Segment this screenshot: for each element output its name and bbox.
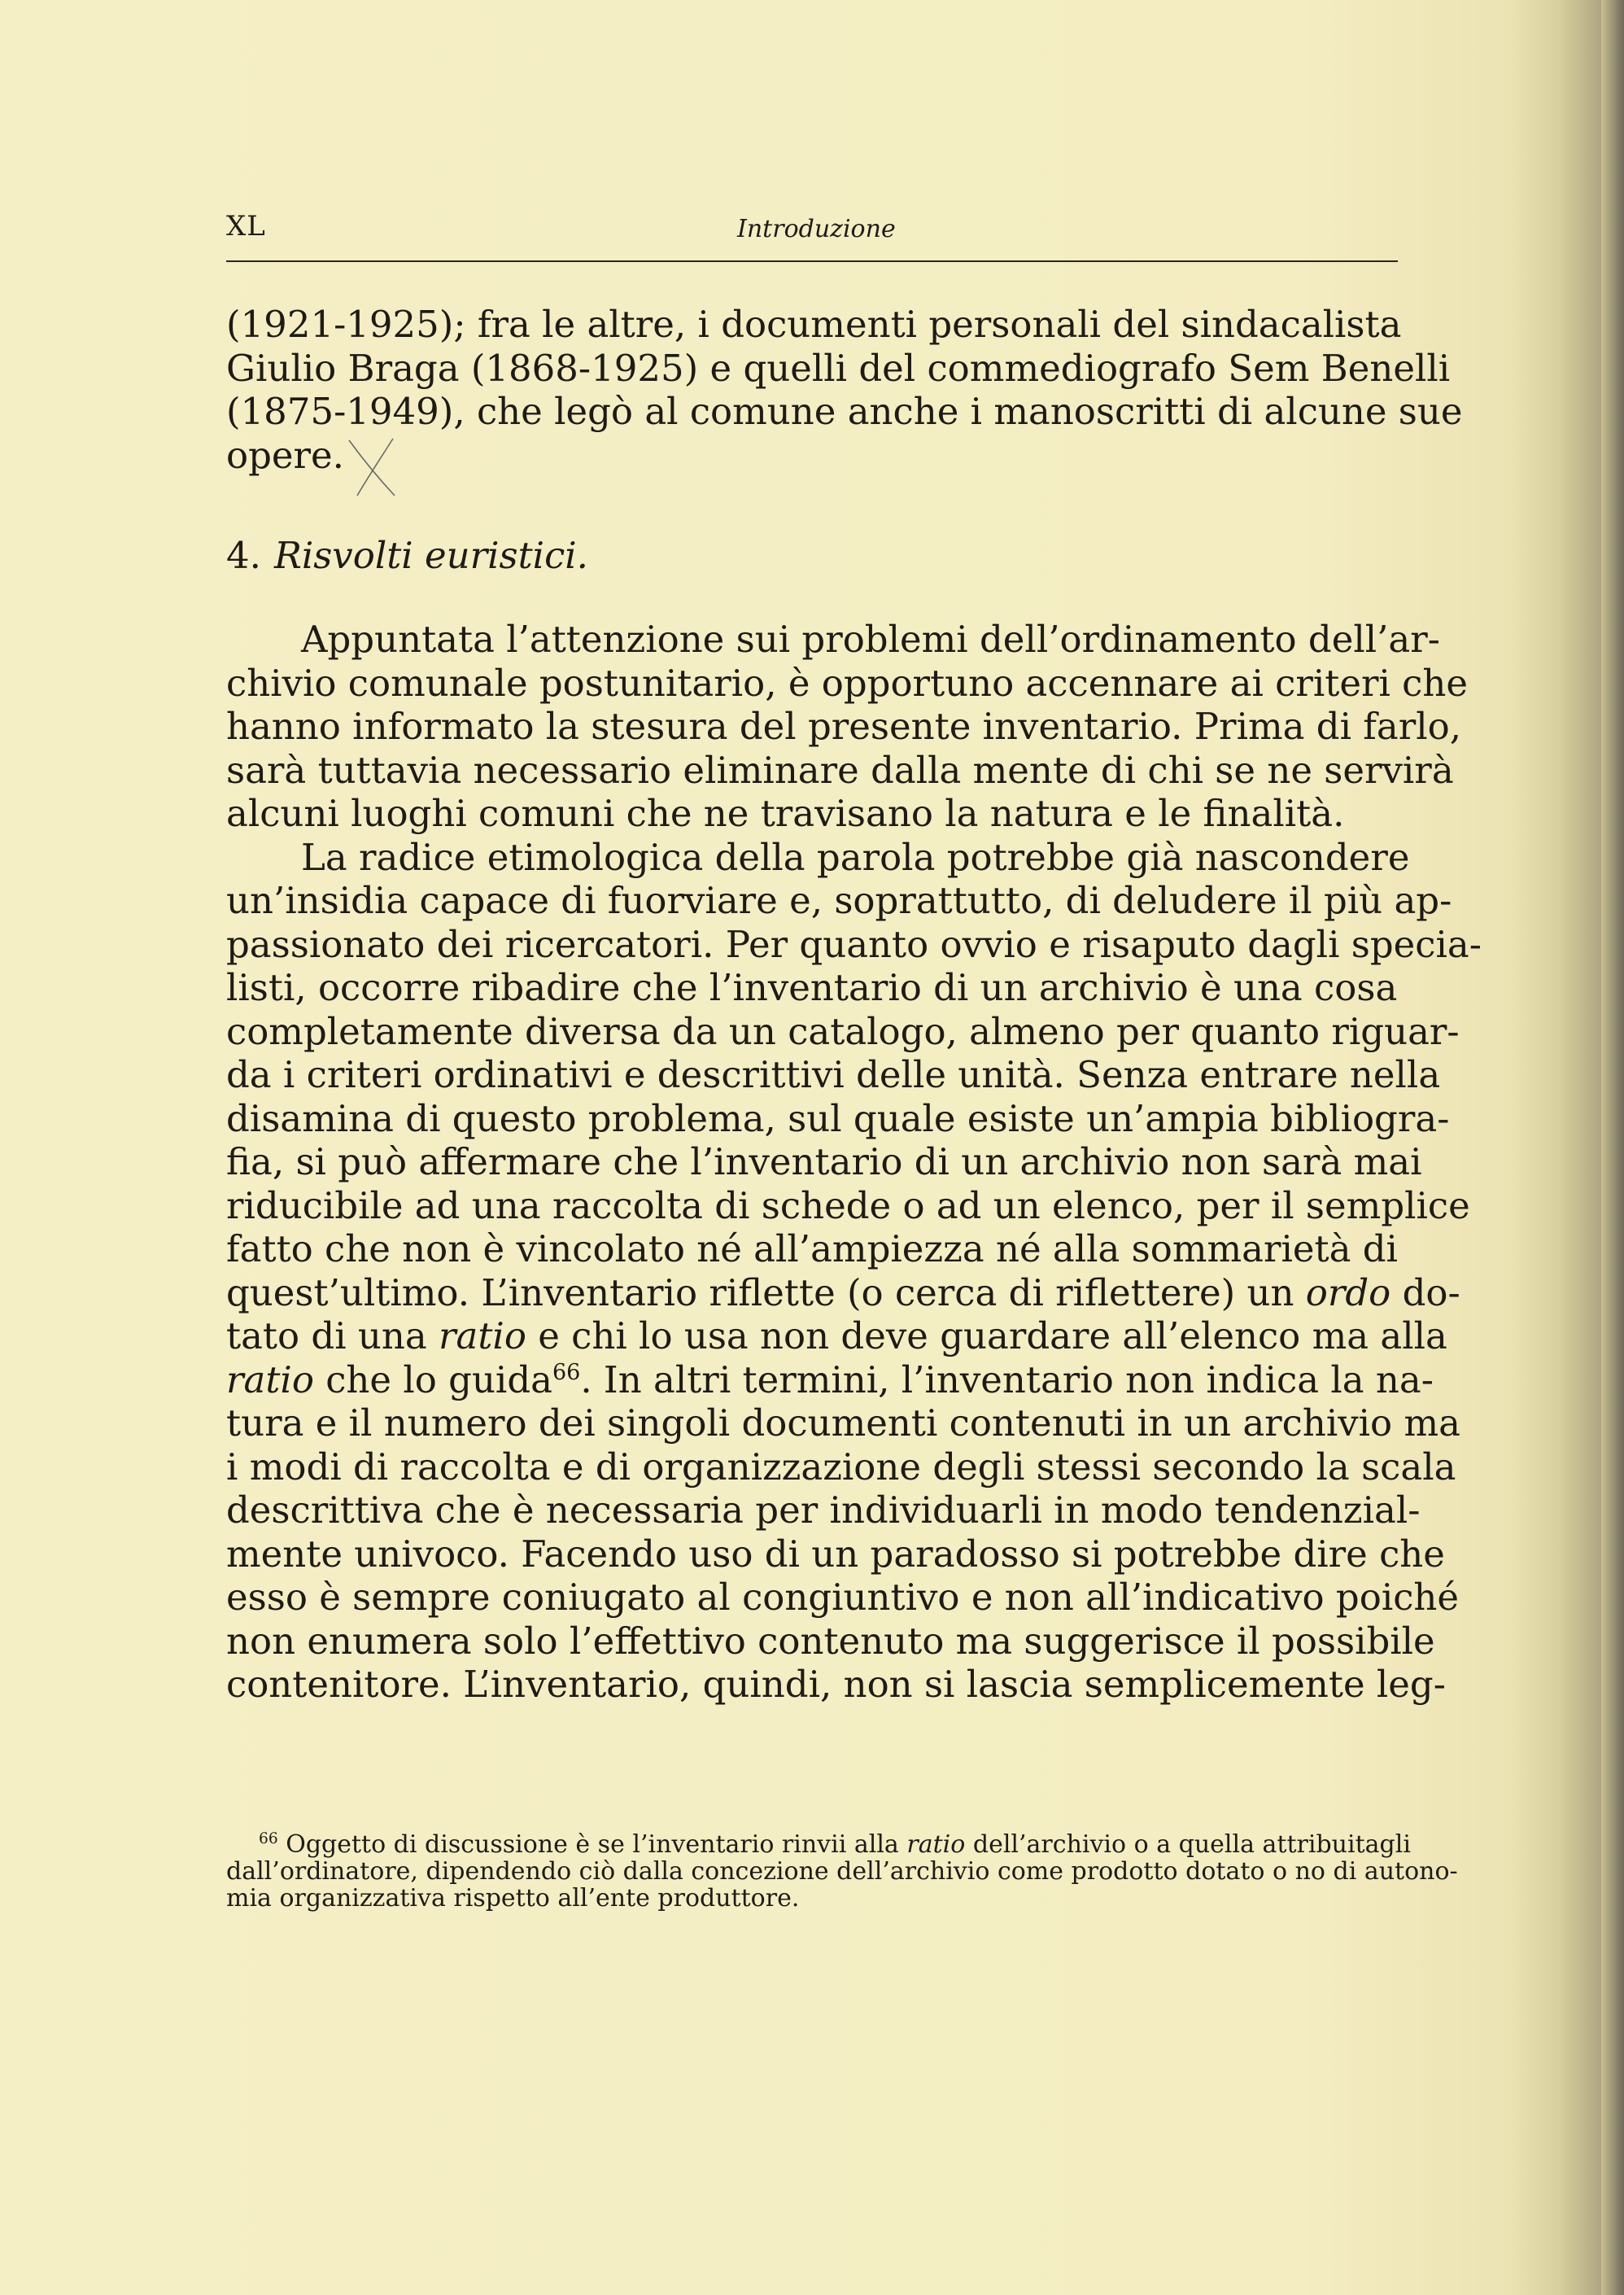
text-line: fia, si può affermare che l’inventario di un archivio non sarà mai (226, 1140, 1422, 1183)
text-line: descrittiva che è necessaria per individuarli in modo tendenzial- (226, 1488, 1421, 1532)
footnote (226, 1830, 1458, 1912)
text-line: da i criteri ordinativi e descrittivi delle unità. Senza entrare nella (226, 1053, 1441, 1096)
page-gutter-edge (1601, 0, 1624, 2295)
paragraph-1 (226, 618, 1468, 836)
text-fragment: dell’archivio o a quella attribuitagli (972, 1830, 1411, 1859)
text-line (226, 434, 1395, 478)
text-line (226, 1270, 1460, 1315)
text-line: alcuni luoghi comuni che ne travisano la natura e le finalità. (226, 792, 1345, 835)
text-fragment: quest’ultimo. L’inventario riflette (o cerca di riflettere) un (226, 1270, 1294, 1314)
text-line: esso è sempre coniugato al congiuntivo e non all’indicativo poiché (226, 1576, 1460, 1619)
text-line (226, 1314, 1447, 1358)
text-line: (1875-1949), che legò al comune anche i manoscritti di alcune sue (226, 390, 1463, 433)
text-line: fatto che non è vincolato né all’ampiezza né alla sommarietà di (226, 1227, 1398, 1270)
text-line: un’insidia capace di fuorviare e, soprattutto, di deludere il più ap- (226, 879, 1452, 922)
running-title: Introduzione (737, 215, 896, 243)
text-fragment: che lo guida (325, 1357, 552, 1401)
page-number: XL (226, 210, 266, 243)
text-line: Appuntata l’attenzione sui problemi dell’ordinamento dell’ar- (301, 618, 1440, 661)
text-line: sarà tuttavia necessario eliminare dalla mente di chi se ne servirà (226, 748, 1454, 792)
text-line: i modi di raccolta e di organizzazione degli stessi secondo la scala (226, 1445, 1456, 1488)
text-line: listi, occorre ribadire che l’inventario di un archivio è una cosa (226, 966, 1398, 1009)
main-text (226, 303, 1482, 1707)
text-line: hanno informato la stesura del presente inventario. Prima di farlo, (226, 705, 1462, 748)
text-fragment: do- (1402, 1270, 1460, 1314)
text-line: (1921-1925); fra le altre, i documenti personali del sindacalista (226, 303, 1402, 346)
section-title: Risvolti euristici. (273, 534, 588, 577)
footnote-line: mia organizzativa rispetto all’ente produttore. (226, 1884, 800, 1912)
text-line: Giulio Braga (1868-1925) e quelli del commediografo Sem Benelli (226, 346, 1451, 390)
latin-term-ratio: ratio (906, 1830, 966, 1859)
text-line: riducibile ad una raccolta di schede o ad un elenco, per il semplice (226, 1183, 1470, 1227)
text-fragment: Oggetto di discussione è se l’inventario rinvii alla (286, 1830, 899, 1859)
opening-paragraph (226, 303, 1463, 477)
text-line: completamente diversa da un catalogo, almeno per quanto riguar- (226, 1009, 1460, 1053)
text-line: tura e il numero dei singoli documenti contenuti in un archivio ma (226, 1401, 1460, 1445)
running-head (226, 203, 1398, 262)
footnote-reference[interactable]: 66 (552, 1359, 581, 1385)
paragraph-2 (226, 835, 1482, 1707)
footnote-line: dall’ordinatore, dipendendo ciò dalla concezione dell’archivio come prodotto dotato o no di autono- (226, 1857, 1458, 1886)
text-fragment: e chi lo usa non deve guardare all’elenco ma alla (538, 1314, 1447, 1357)
text-line: non enumera solo l’effettivo contenuto ma suggerisce il possibile (226, 1619, 1435, 1663)
handwritten-x-mark-icon (344, 442, 393, 474)
latin-term-ratio: ratio (226, 1357, 314, 1401)
footnote-number: 66 (259, 1830, 278, 1847)
section-heading (226, 534, 1395, 577)
section-number: 4. (226, 534, 261, 577)
latin-term-ordo: ordo (1305, 1270, 1391, 1314)
latin-term-ratio: ratio (439, 1314, 526, 1357)
footnote-line (226, 1830, 1411, 1859)
text-line: contenitore. L’inventario, quindi, non si lascia semplicemente leg- (226, 1663, 1446, 1706)
text-line: disamina di questo problema, sul quale esiste un’ampia bibliogra- (226, 1096, 1450, 1140)
text-fragment: tato di una (226, 1314, 427, 1357)
text-fragment: opere. (226, 433, 344, 477)
text-line: passionato dei ricercatori. Per quanto ovvio e risaputo dagli specia- (226, 922, 1482, 966)
text-line: mente univoco. Facendo uso di un paradosso si potrebbe dire che (226, 1532, 1445, 1576)
text-fragment: . In altri termini, l’inventario non indica la na- (580, 1357, 1434, 1401)
text-line: La radice etimologica della parola potrebbe già nascondere (301, 835, 1410, 879)
text-line (226, 1357, 1434, 1402)
text-line: chivio comunale postunitario, è opportuno accennare ai criteri che (226, 661, 1468, 705)
